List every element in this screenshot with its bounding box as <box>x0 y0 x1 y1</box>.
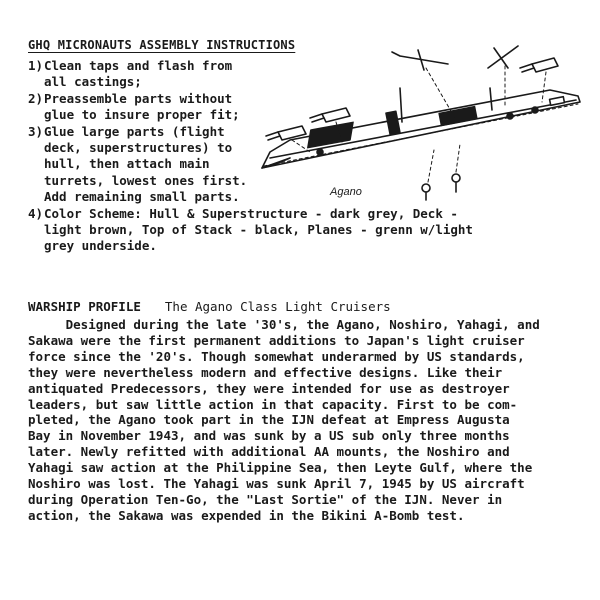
profile-line: Noshiro was lost. The Yahagi was sunk April 7, 1945 by US aircraft <box>28 476 525 492</box>
profile-heading-row <box>28 299 391 314</box>
floatplane-1 <box>392 50 448 70</box>
step-line: Clean taps and flash from <box>44 58 233 73</box>
profile-line: antiquated Predecessors, they were intended for use as destroyer <box>28 380 510 396</box>
placement-guide <box>456 144 460 172</box>
profile-subtitle: The Agano Class Light Cruisers <box>164 299 391 314</box>
step-line: Add remaining small parts. <box>44 189 240 205</box>
step-number: 1) <box>28 58 44 73</box>
placement-guide <box>428 150 434 182</box>
deck-mount <box>317 149 323 155</box>
profile-line: Designed during the late '30's, the Agano, Noshiro, Yahagi, and <box>28 317 540 332</box>
deck-mount <box>532 107 538 113</box>
agano-ship-exploded-diagram <box>250 40 595 210</box>
step-line: Preassemble parts without <box>44 90 233 106</box>
profile-line: later. Newly refitted with additional AA mounts, the Noshiro and <box>28 444 510 460</box>
small-part-2 <box>452 174 460 192</box>
step-number: 3) <box>28 123 44 139</box>
step-line: all castings; <box>44 74 142 90</box>
step-line: hull, then attach main <box>44 156 210 172</box>
step-line: Color Scheme: Hull & Superstructure - dark grey, Deck - <box>44 205 458 221</box>
profile-line: action, the Sakawa was expended in the Bikini A-Bomb test. <box>28 507 465 523</box>
profile-text <box>28 317 598 524</box>
small-part-1 <box>422 184 430 200</box>
deck-mount <box>507 113 513 119</box>
mast-fore <box>400 88 402 122</box>
step-number: 2) <box>28 90 44 106</box>
floatplane-2 <box>488 46 518 68</box>
step-line: glue to insure proper fit; <box>44 107 240 123</box>
profile-line: they were nevertheless modern and effective designs. Like their <box>28 364 503 380</box>
step-line: deck, superstructures) to <box>44 140 233 156</box>
step-line: grey underside. <box>44 238 157 254</box>
profile-line: during Operation Ten-Go, the "Last Sortie" of the IJN. Never in <box>28 491 503 507</box>
step-line: light brown, Top of Stack - black, Planes - grenn w/light <box>44 222 473 238</box>
profile-line: Sakawa were the first permanent additions to Japan's light cruiser <box>28 332 525 348</box>
profile-line: leaders, but saw little action in that capacity. First to be com- <box>28 396 518 412</box>
step-line: Glue large parts (flight <box>44 123 225 139</box>
profile-line: force since the '20's. Though somewhat underarmed by US standards, <box>28 348 525 364</box>
profile-heading: WARSHIP PROFILE <box>28 299 141 314</box>
fore-turret-2 <box>310 108 350 122</box>
step-line: turrets, lowest ones first. <box>44 172 248 188</box>
instructions-title: GHQ MICRONAUTS ASSEMBLY INSTRUCTIONS <box>28 38 296 52</box>
step-4 <box>28 206 588 255</box>
ship-name-label: Agano <box>330 186 362 198</box>
profile-line: pleted, the Agano took part in the IJN defeat at Empress Augusta <box>28 412 510 428</box>
aft-turret <box>520 58 558 72</box>
profile-line: Bay in November 1943, and was sunk by a US sub only three months <box>28 428 510 444</box>
profile-line: Yahagi saw action at the Philippine Sea, then Leyte Gulf, where the <box>28 460 533 476</box>
step-number: 4) <box>28 205 44 221</box>
